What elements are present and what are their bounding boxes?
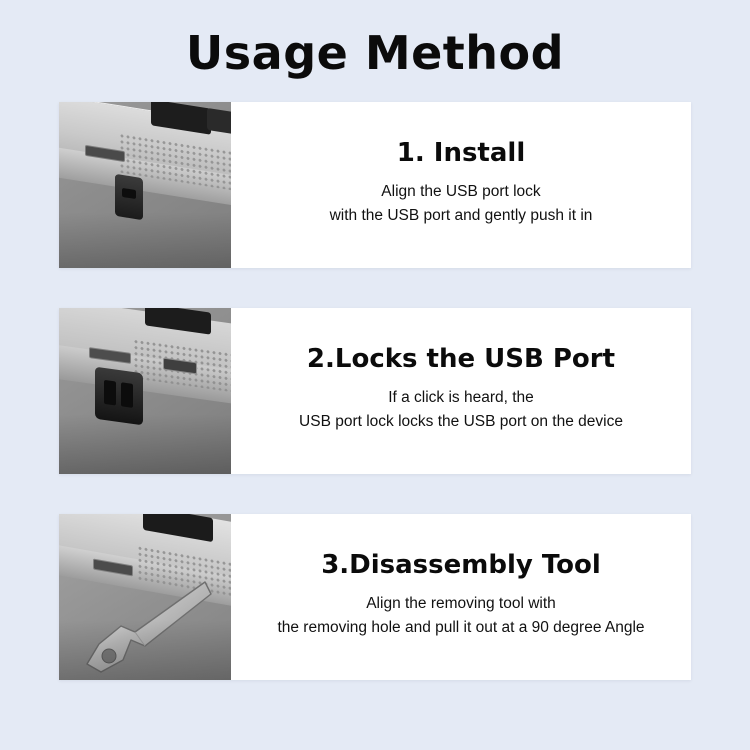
- step-3-photo: [59, 514, 231, 680]
- step-card-1: [59, 102, 691, 268]
- step-card-3: [59, 514, 691, 680]
- step-1-heading: 1. Install: [396, 137, 526, 168]
- step-2-photo: [59, 308, 231, 474]
- step-2-line-2: USB port lock locks the USB port on the device: [299, 413, 623, 430]
- step-1-line-2: with the USB port and gently push it in: [329, 207, 593, 224]
- photo-shadow: [59, 620, 231, 680]
- step-2-line-1: If a click is heard, the: [388, 388, 534, 406]
- step-3-line-2: the removing hole and pull it out at a 90 degree Angle: [277, 619, 645, 636]
- photo-shadow: [59, 414, 231, 474]
- step-1-line-1: Align the USB port lock: [381, 182, 541, 200]
- step-2-text: [231, 308, 691, 474]
- step-2-heading: 2.Locks the USB Port: [306, 343, 616, 374]
- step-3-heading: 3.Disassembly Tool: [321, 549, 601, 580]
- step-card-2: [59, 308, 691, 474]
- step-1-photo: [59, 102, 231, 268]
- step-3-text: [231, 514, 691, 680]
- page-title: Usage Method: [185, 26, 565, 80]
- step-1-text: [231, 102, 691, 268]
- photo-shadow: [59, 212, 231, 268]
- step-3-line-1: Align the removing tool with: [366, 594, 556, 612]
